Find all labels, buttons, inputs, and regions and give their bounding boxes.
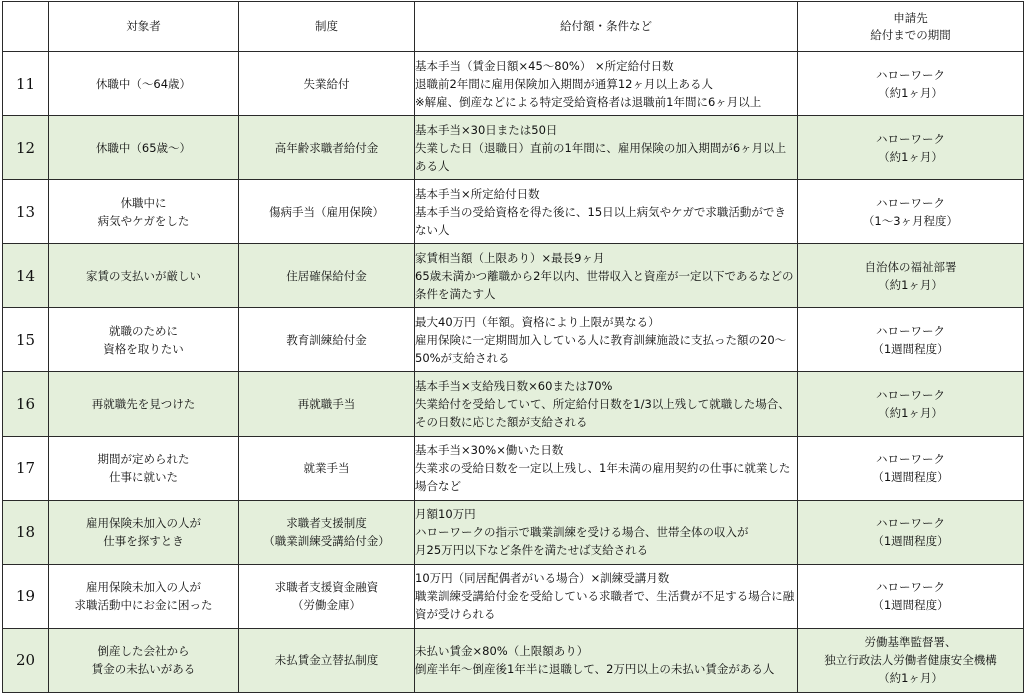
apply-cell-line: ハローワーク [876, 388, 945, 403]
benefit-cell-line: ハローワークの指示で職業訓練を受ける場合、世帯全体の収入が [415, 525, 749, 540]
table-row [3, 500, 1024, 564]
system-cell-line: 未払賃金立替払制度 [274, 653, 379, 668]
apply-cell-line: （1週間程度） [872, 534, 949, 549]
benefit-cell-line: 65歳未満かつ離職から2年以内、世帯収入と資産が一定以下であるなどの条件を満たす人 [415, 268, 794, 301]
apply-cell [798, 436, 1024, 500]
system-cell [239, 372, 415, 436]
row-number: 17 [3, 436, 49, 500]
benefit-cell-line: 倒産半年～倒産後1年半に退職して、2万円以上の未払い賃金がある人 [415, 662, 775, 677]
row-number: 14 [3, 244, 49, 308]
row-number: 16 [3, 372, 49, 436]
system-cell-line: 高年齢求職者給付金 [274, 140, 379, 155]
table-body [3, 52, 1024, 693]
table-row [3, 436, 1024, 500]
apply-cell-line: （約1ヶ月） [878, 85, 943, 100]
benefit-cell-line: 失業求の受給日数を一定以上残し、1年未満の雇用契約の仕事に就業した場合など [415, 461, 791, 494]
table-row [3, 372, 1024, 436]
benefit-cell-line: 基本手当×所定給付日数 [415, 186, 540, 201]
target-cell [49, 372, 239, 436]
apply-cell [798, 628, 1024, 692]
table-row [3, 244, 1024, 308]
table-row [3, 564, 1024, 628]
apply-cell [798, 372, 1024, 436]
apply-cell-line: （約1ヶ月） [878, 277, 943, 292]
apply-cell-line: 独立行政法人労働者健康安全機構 [824, 653, 997, 668]
apply-cell-line: ハローワーク [876, 452, 945, 467]
benefit-cell [415, 308, 798, 372]
target-cell-line: 賃金の未払いがある [91, 662, 196, 677]
target-cell-line: 休職中（～64歳） [95, 76, 192, 91]
benefit-cell [415, 628, 798, 692]
apply-cell [798, 244, 1024, 308]
system-cell [239, 564, 415, 628]
apply-cell-line: ハローワーク [876, 131, 945, 146]
target-cell [49, 564, 239, 628]
system-cell [239, 52, 415, 116]
benefit-cell [415, 564, 798, 628]
benefits-table [2, 1, 1024, 693]
apply-cell [798, 180, 1024, 244]
benefit-cell-line: 月額10万円 [415, 507, 476, 522]
apply-cell-line: （約1ヶ月） [878, 406, 943, 421]
target-cell [49, 116, 239, 180]
apply-cell [798, 564, 1024, 628]
benefit-cell-line: 基本手当（賃金日額×45～80%） ×所定給付日数 [415, 58, 674, 73]
target-cell [49, 436, 239, 500]
benefit-cell-line: 未払い賃金×80%（上限額あり） [415, 644, 589, 659]
system-cell-line: （労働金庫） [292, 598, 361, 613]
target-cell-line: 雇用保険未加入の人が [86, 580, 201, 595]
system-cell-line: 傷病手当（雇用保険） [269, 204, 384, 219]
system-cell-line: 求職者支援資金融資 [274, 580, 379, 595]
system-cell-line: （職業訓練受講給付金） [263, 534, 390, 549]
target-cell [49, 500, 239, 564]
target-cell [49, 628, 239, 692]
row-number: 12 [3, 116, 49, 180]
header-apply-line2: 給付までの期間 [870, 27, 951, 42]
benefit-cell-line: 10万円（同居配偶者がいる場合）×訓練受講月数 [415, 571, 670, 586]
target-cell-line: 休職中（65歳～） [95, 140, 192, 155]
apply-cell-line: ハローワーク [876, 67, 945, 82]
benefit-cell-line: 基本手当の受給資格を得た後に、15日以上病気やケガで求職活動ができない人 [415, 204, 786, 237]
apply-cell-line: （約1ヶ月） [878, 149, 943, 164]
benefit-cell-line: 月25万円以下など条件を満たせば支給される [415, 543, 649, 558]
benefit-cell [415, 244, 798, 308]
table-row [3, 116, 1024, 180]
apply-cell [798, 116, 1024, 180]
apply-cell-line: ハローワーク [876, 580, 945, 595]
header-apply [798, 2, 1024, 52]
benefit-cell-line: 家賃相当額（上限あり）×最長9ヶ月 [415, 250, 605, 265]
target-cell-line: 病気やケガをした [97, 213, 190, 228]
row-number: 13 [3, 180, 49, 244]
benefit-cell-line: 退職前2年間に雇用保険加入期間が通算12ヶ月以上ある人 [415, 76, 713, 91]
apply-cell-line: （1週間程度） [872, 341, 949, 356]
target-cell-line: 仕事を探すとき [103, 534, 184, 549]
table-row [3, 180, 1024, 244]
benefit-cell-line: 職業訓練受講給付金を受給している求職者で、生活費が不足する場合に融資が受けられる [415, 589, 795, 622]
header-target: 対象者 [49, 2, 239, 52]
table-row [3, 628, 1024, 692]
apply-cell [798, 308, 1024, 372]
benefit-cell-line: ※解雇、倒産などによる特定受給資格者は退職前1年間に6ヶ月以上 [415, 94, 762, 109]
system-cell [239, 244, 415, 308]
target-cell [49, 308, 239, 372]
system-cell-line: 教育訓練給付金 [286, 332, 367, 347]
target-cell-line: 雇用保険未加入の人が [86, 516, 201, 531]
apply-cell-line: ハローワーク [876, 516, 945, 531]
benefit-cell-line: 雇用保険に一定期間加入している人に教育訓練施設に支払った額の20～50%が支給される [415, 332, 787, 365]
system-cell-line: 失業給付 [303, 76, 350, 91]
target-cell-line: 再就職先を見つけた [91, 397, 196, 412]
system-cell-line: 就業手当 [303, 461, 350, 476]
header-row [3, 2, 1024, 52]
apply-cell [798, 500, 1024, 564]
row-number: 19 [3, 564, 49, 628]
header-system: 制度 [239, 2, 415, 52]
target-cell-line: 休職中に [120, 195, 167, 210]
target-cell [49, 180, 239, 244]
benefit-cell [415, 180, 798, 244]
benefit-cell-line: 基本手当×支給残日数×60または70% [415, 379, 613, 394]
benefit-cell-line: 最大40万円（年額。資格により上限が異なる） [415, 314, 660, 329]
apply-cell-line: 労働基準監督署、 [864, 635, 957, 650]
system-cell [239, 116, 415, 180]
target-cell-line: 家賃の支払いが厳しい [86, 268, 201, 283]
target-cell [49, 244, 239, 308]
benefit-cell [415, 372, 798, 436]
header-benefit: 給付額・条件など [415, 2, 798, 52]
system-cell [239, 436, 415, 500]
benefit-cell-line: 失業した日（退職日）直前の1年間に、雇用保険の加入期間が6ヶ月以上ある人 [415, 140, 787, 173]
apply-cell-line: ハローワーク [876, 195, 945, 210]
header-num [3, 2, 49, 52]
table-row [3, 52, 1024, 116]
apply-cell-line: （1週間程度） [872, 598, 949, 613]
target-cell-line: 倒産した会社から [97, 644, 190, 659]
system-cell [239, 628, 415, 692]
system-cell [239, 500, 415, 564]
benefit-cell-line: 基本手当×30日または50日 [415, 122, 558, 137]
target-cell-line: 求職活動中にお金に困った [74, 598, 213, 613]
target-cell-line: 期間が定められた [97, 452, 190, 467]
system-cell-line: 住居確保給付金 [286, 268, 367, 283]
row-number: 11 [3, 52, 49, 116]
benefit-cell [415, 52, 798, 116]
benefit-cell-line: 失業給付を受給していて、所定給付日数を1/3以上残して就職した場合、その日数に応じた額が支給される [415, 397, 790, 430]
benefit-cell [415, 116, 798, 180]
benefit-cell [415, 436, 798, 500]
target-cell-line: 資格を取りたい [103, 341, 184, 356]
header-apply-line1: 申請先 [893, 10, 928, 25]
system-cell-line: 再就職手当 [297, 397, 356, 412]
apply-cell-line: （約1ヶ月） [878, 671, 943, 686]
apply-cell-line: ハローワーク [876, 323, 945, 338]
target-cell [49, 52, 239, 116]
apply-cell [798, 52, 1024, 116]
apply-cell-line: （1～3ヶ月程度） [862, 213, 959, 228]
benefit-cell-line: 基本手当×30%×働いた日数 [415, 443, 564, 458]
target-cell-line: 就職のために [109, 323, 178, 338]
row-number: 15 [3, 308, 49, 372]
benefit-cell [415, 500, 798, 564]
system-cell-line: 求職者支援制度 [286, 516, 367, 531]
apply-cell-line: （1週間程度） [872, 470, 949, 485]
row-number: 20 [3, 628, 49, 692]
target-cell-line: 仕事に就いた [109, 470, 178, 485]
apply-cell-line: 自治体の福祉部署 [864, 259, 957, 274]
system-cell [239, 180, 415, 244]
system-cell [239, 308, 415, 372]
table-row [3, 308, 1024, 372]
row-number: 18 [3, 500, 49, 564]
